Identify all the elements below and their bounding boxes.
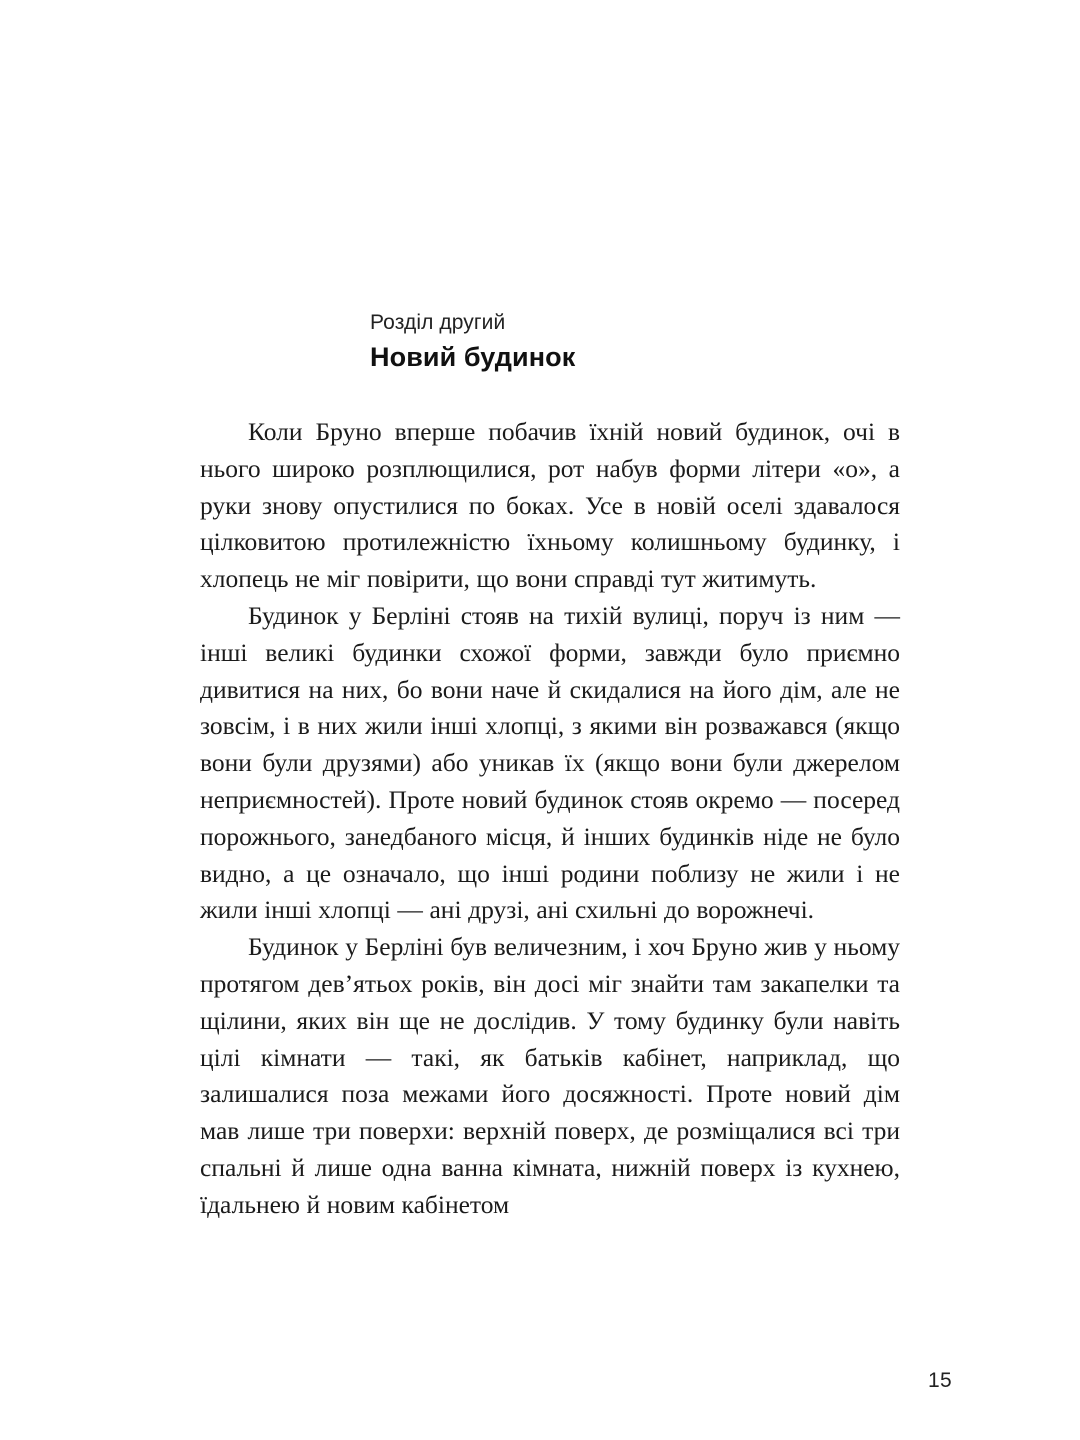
page-number: 15 (928, 1369, 952, 1392)
body-paragraph: Коли Бруно вперше побачив їхній новий будинок, очі в нього широко розплющилися, рот набув форми літери «о», а руки знову опустилися по боках. Усе в новій оселі здавалося цілковитою протилежністю їхньому колишньому будинку, і хлопець не міг повірити, що вони справді тут житимуть. (200, 417, 900, 594)
chapter-heading (370, 308, 910, 374)
body-text-column (200, 414, 900, 1224)
chapter-title: Новий будинок (370, 342, 576, 372)
chapter-number-label: Розділ другий (370, 311, 506, 334)
body-paragraph: Будинок у Берліні був величезним, і хоч Бруно жив у ньому протягом дев’ятьох років, він досі міг знайти там закапелки та щілини, яких він ще не дослідив. У тому будинку були навіть цілі кімнати — такі, як батьків кабінет, наприклад, що залишалися поза межами його досяжності. Проте новий дім мав лише три поверхи: верхній поверх, де розміщалися всі три спальні й лише одна ванна кімната, нижній поверх із кухнею, їдальнею й новим кабінетом (200, 932, 900, 1219)
body-paragraph: Будинок у Берліні стояв на тихій вулиці, поруч із ним — інші великі будинки схожої форми, завжди було приємно дивитися на них, бо вони наче й скидалися на його дім, але не зовсім, і в них жили інші хлопці, з якими він розважався (якщо вони були друзями) або уникав їх (якщо вони були джерелом неприємностей). Проте новий будинок стояв окремо — посеред порожнього, занедбаного місця, й інших будинків ніде не було видно, а це означало, що інші родини поблизу не жили і не жили інші хлопці — ані друзі, ані схильні до ворожнечі. (200, 600, 900, 925)
